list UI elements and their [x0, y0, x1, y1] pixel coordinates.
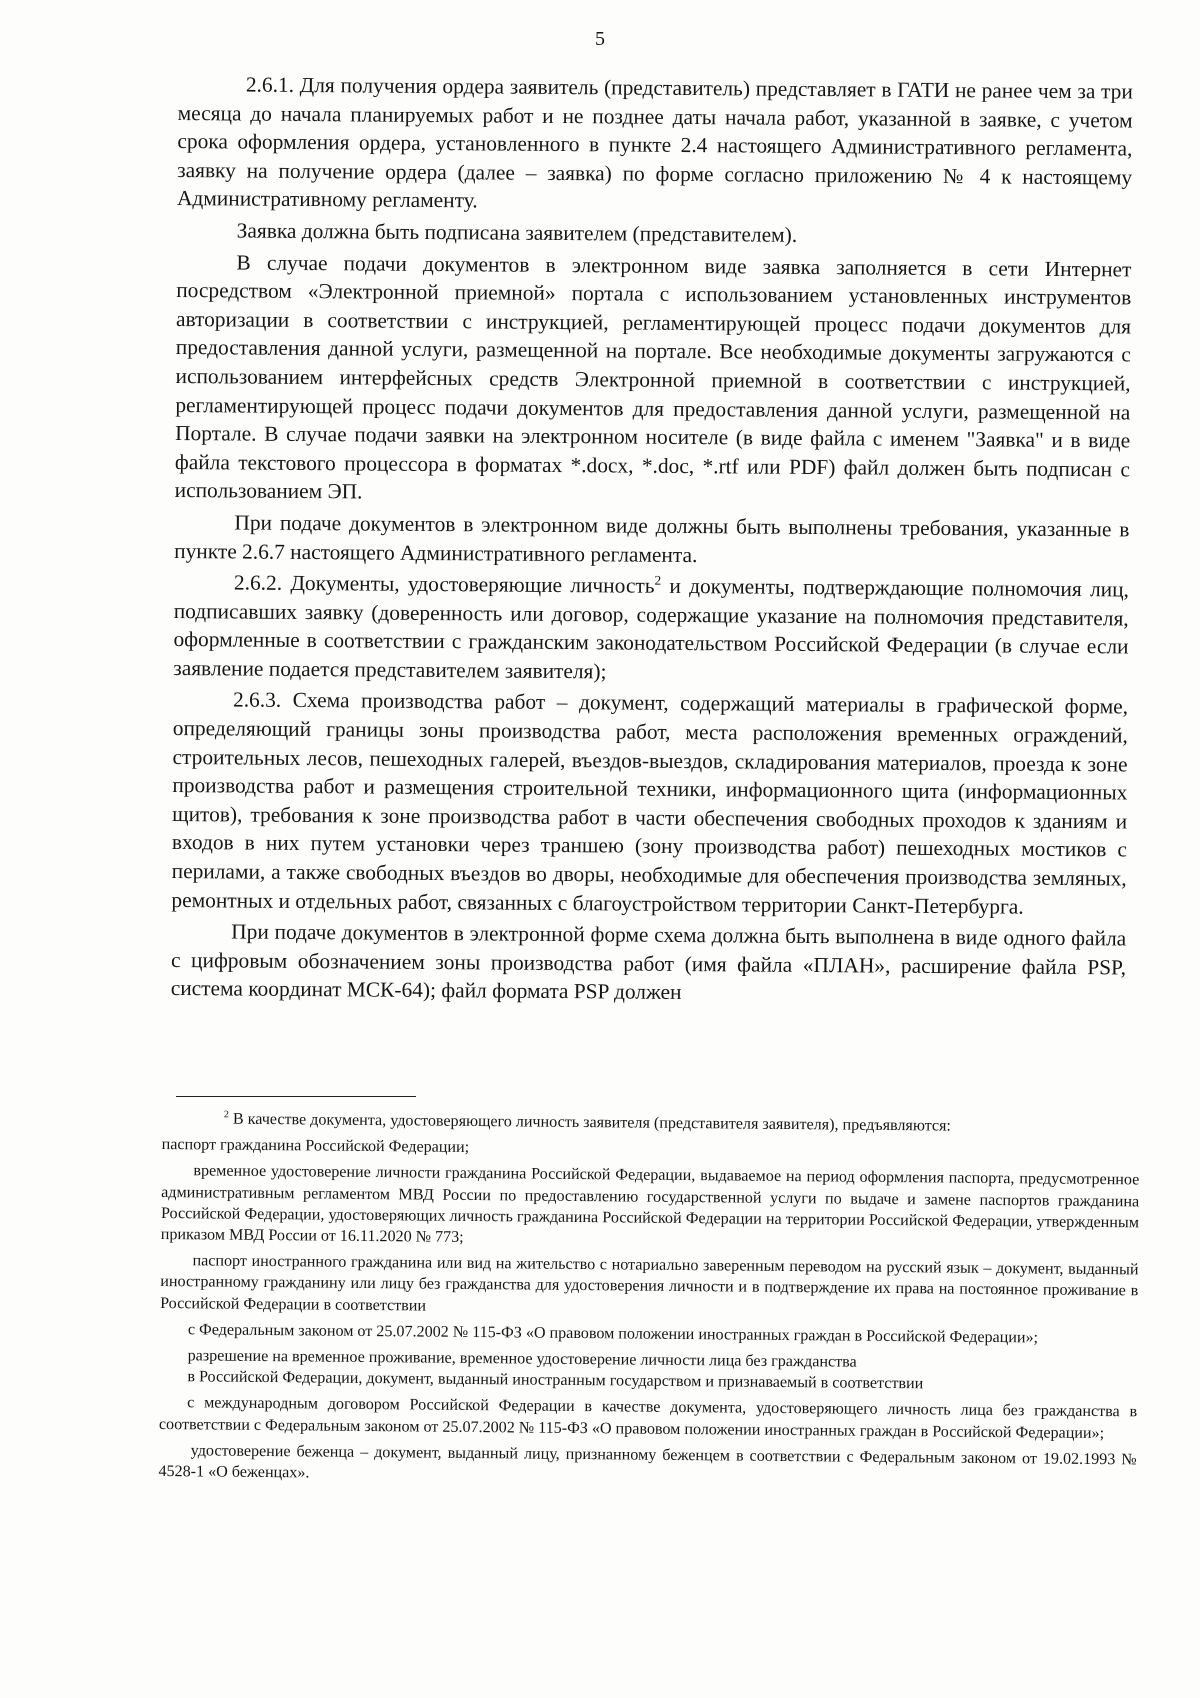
footnote-reference: 2 — [654, 572, 662, 588]
footnote-intro — [162, 1108, 1140, 1139]
paragraph-2-6-2-start: 2.6.2. Документы, удостоверяющие личность — [233, 570, 655, 598]
footnote-intro-text: В качестве документа, удостоверяющего личность заявителя (представителя заявителя), предъявляются: — [228, 1110, 952, 1135]
paragraph-2-6-2 — [173, 568, 1129, 690]
paragraph-electronic-scheme: При подаче документов в электронной форме схема должна быть выполнена в виде одного файла с цифровым обозначением зоны производства работ (имя файла «ПЛАН», расширение файла PSP, система координат МСК-64); файл формата PSP должен — [170, 919, 1127, 1005]
paragraph-2-6-3: 2.6.3. Схема производства работ – документ, содержащий материалы в графической форме, определяющий границы зоны производства работ, места расположения временных ограждений, строительных лесов, пешеходных галерей, въездов-выездов, складирования материалов, проезда к зоне производства работ и размещения строительной техники, информационного щита (информационных щитов), требования к зоне производства работ в части обеспечения свободных проходов к зданиям и входов в них путем установки через траншею (зону производства работ) пешеходных мостиков с перилами, а также свободных въездов во дворы, необходимые для обеспечения производства земляных, ремонтных и отдельных работ, связанных с благоустройством территории Санкт-Петербурга. — [171, 687, 1129, 919]
main-text — [171, 70, 1133, 1010]
footnote-item: временное удостоверение личности гражданина Российской Федерации, выдаваемое на период оформления паспорта, предусмотренное административным регламентом МВД России по предоставлению государственной услуги по выдаче и замене паспортов гражданина Российской Федерации, удостоверяющих личность гражданина Российской Федерации на территории Российской Федерации, утвержденным приказом МВД России от 16.11.2020 № 773; — [160, 1162, 1140, 1246]
footnote-separator — [176, 1096, 416, 1097]
paragraph-requirements: При подаче документов в электронном виде должны быть выполнены требования, указанные в пункте 2.6.7 настоящего Административного регламента. — [174, 510, 1130, 567]
paragraph-signature: Заявка должна быть подписана заявителем (представителем). — [236, 218, 798, 247]
paragraph-2-6-2-end: и документы, подтверждающие полномочия лиц, подписавших заявку (доверенность или договор, содержащие указание на полномочия представителя, оформленные в соответствии с гражданским законодательством Российской Федерации (в случае если заявление подается представителем заявителя); — [173, 573, 1130, 684]
footnote-item: с международным договором Российской Федерации в качестве документа, удостоверяющего личность лица без гражданства в соответствии с Федеральным законом от 25.07.2002 № 115-ФЗ «О правовом положении иностранных граждан в Российской Федерации»; — [158, 1394, 1138, 1442]
footnote-item: разрешение на временное проживание, временное удостоверение личности лица без гражданства — [187, 1347, 857, 1371]
footnote-item: удостоверение беженца – документ, выданный лицу, признанному беженцем в соответствии с Федеральным законом от 19.02.1993 № 4528-1 «О беженцах». — [158, 1442, 1137, 1482]
footnotes — [158, 1108, 1140, 1497]
footnote-marker: 2 — [223, 1109, 229, 1121]
footnote-item: с Федеральным законом от 25.07.2002 № 115-ФЗ «О правовом положении иностранных граждан в Российской Федерации»; — [187, 1321, 1039, 1347]
footnote-item: паспорт гражданина Российской Федерации; — [161, 1136, 470, 1157]
paragraph-2-6-1: 2.6.1. Для получения ордера заявитель (представитель) представляет в ГАТИ не ранее чем за три месяца до начала планируемых работ и не позднее даты начала работ, указанной в заявке, с учетом срока оформления ордера, установленного в пункте 2.4 настоящего Административного регламента, заявку на получение ордера (далее – заявка) по форме согласно приложению № 4 к настоящему Административному регламенту. — [176, 72, 1133, 213]
footnote-item: в Российской Федерации, документ, выданный иностранным государством и признаваемый в соответствии — [187, 1368, 924, 1393]
page-number: 5 — [595, 28, 605, 50]
paragraph-electronic-submission: В случае подачи документов в электронном виде заявка заполняется в сети Интернет посредством «Электронной приемной» портала с использованием установленных инструментов авторизации в соответствии с инструкцией, регламентирующей процесс подачи документов для предоставления данной услуги, размещенной на портале. Все необходимые документы загружаются с использованием интерфейсных средств Электронной приемной в соответствии с инструкцией, регламентирующей процесс подачи документов для предоставления данной услуги, размещенной на Портале. В случае подачи заявки на электронном носителе (в виде файла с именем "Заявка" и в виде файла текстового процессора в форматах *.docx, *.doc, *.rtf или PDF) файл должен быть подписан с использованием ЭП. — [174, 250, 1132, 504]
footnote-item: паспорт иностранного гражданина или вид на жительство с нотариально заверенным переводом на русский язык – документ, выданный иностранному гражданину или лицу без гражданства для удостоверения личности и в подтверждение их права на постоянное проживание в Российской Федерации в соответствии — [160, 1252, 1139, 1315]
